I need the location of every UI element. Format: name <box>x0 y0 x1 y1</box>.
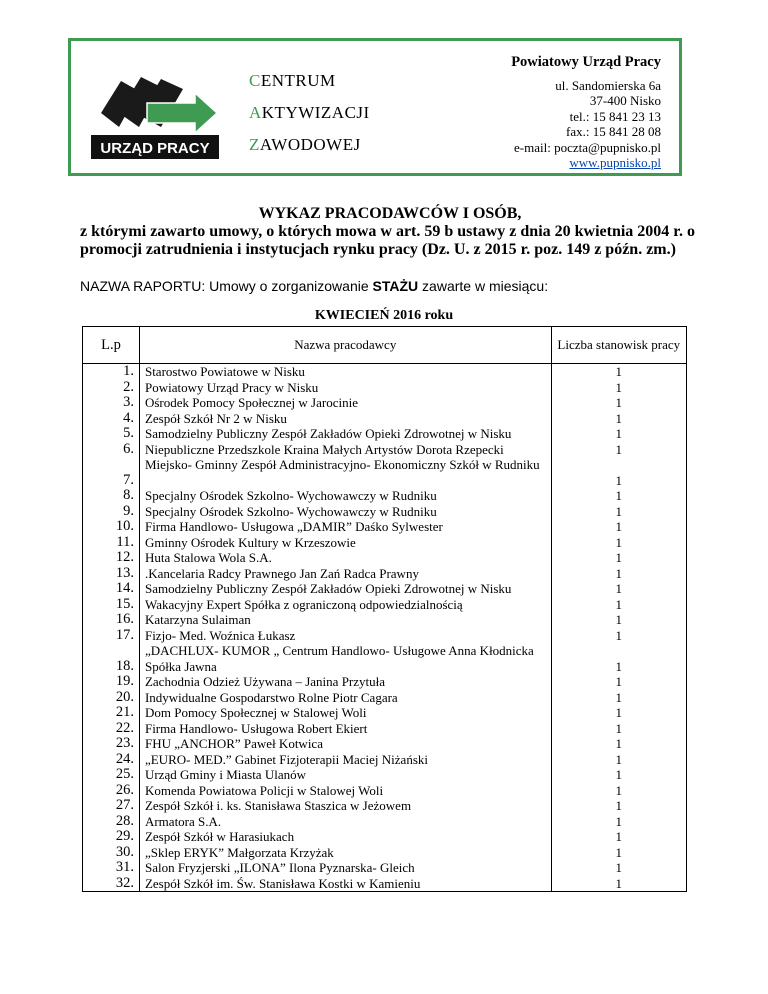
row-lp: 30. <box>83 845 140 861</box>
row-employer-name: „EURO- MED.” Gabinet Fizjoterapii Maciej Niżański <box>139 752 551 768</box>
table-header-row <box>83 327 687 364</box>
row-lp: 26. <box>83 783 140 799</box>
logo-text: URZĄD PRACY <box>100 140 210 157</box>
row-position-count: 1 <box>551 519 686 535</box>
row-lp: 7. <box>83 457 140 488</box>
row-position-count: 1 <box>551 783 686 799</box>
caz-line-3 <box>249 129 370 161</box>
row-position-count: 1 <box>551 457 686 488</box>
row-employer-name: .Kancelaria Radcy Prawnego Jan Zań Radca Prawny <box>139 566 551 582</box>
row-employer-name: Zespół Szkół w Harasiukach <box>139 829 551 845</box>
table-row <box>83 395 687 411</box>
row-employer-name: „DACHLUX- KUMOR „ Centrum Handlowo- Usługowe Anna Kłodnicka Spółka Jawna <box>139 643 551 674</box>
table-row <box>83 426 687 442</box>
report-name <box>80 278 548 294</box>
header-employer-name: Nazwa pracodawcy <box>139 327 551 364</box>
header-position-count: Liczba stanowisk pracy <box>551 327 686 364</box>
row-lp: 24. <box>83 752 140 768</box>
row-position-count: 1 <box>551 488 686 504</box>
table-row <box>83 519 687 535</box>
row-lp: 5. <box>83 426 140 442</box>
office-phone: tel.: 15 841 23 13 <box>569 108 661 124</box>
row-employer-name: Niepubliczne Przedszkole Kraina Małych Artystów Dorota Rzepecki <box>139 442 551 458</box>
row-lp: 18. <box>83 643 140 674</box>
row-lp: 15. <box>83 597 140 613</box>
row-employer-name: Urząd Gminy i Miasta Ulanów <box>139 767 551 783</box>
row-lp: 2. <box>83 380 140 396</box>
caz-line-1 <box>249 65 370 97</box>
row-employer-name: Salon Fryzjerski „ILONA” Ilona Pyznarska- Gleich <box>139 860 551 876</box>
office-email: e-mail: poczta@pupnisko.pl <box>514 139 661 155</box>
row-lp: 3. <box>83 395 140 411</box>
office-fax: fax.: 15 841 28 08 <box>566 124 661 139</box>
row-lp: 4. <box>83 411 140 427</box>
row-employer-name: Starostwo Powiatowe w Nisku <box>139 364 551 380</box>
row-position-count: 1 <box>551 860 686 876</box>
table-row <box>83 457 687 488</box>
row-employer-name: „Sklep ERYK” Małgorzata Krzyżak <box>139 845 551 861</box>
office-address: ul. Sandomierska 6a <box>555 77 661 93</box>
row-position-count: 1 <box>551 643 686 674</box>
table-body <box>83 364 687 892</box>
row-position-count: 1 <box>551 628 686 644</box>
report-type: STAŻU <box>372 278 419 294</box>
table-row <box>83 736 687 752</box>
table-row <box>83 705 687 721</box>
office-website-link[interactable]: www.pupnisko.pl <box>569 155 661 170</box>
row-employer-name: FHU „ANCHOR” Paweł Kotwica <box>139 736 551 752</box>
row-position-count: 1 <box>551 364 686 380</box>
employers-table <box>82 326 687 892</box>
row-position-count: 1 <box>551 612 686 628</box>
row-employer-name: Zachodnia Odzież Używana – Janina Przytuła <box>139 674 551 690</box>
caz-initial-3: Z <box>249 135 260 154</box>
table-row <box>83 643 687 674</box>
table-row <box>83 860 687 876</box>
row-lp: 10. <box>83 519 140 535</box>
row-lp: 31. <box>83 860 140 876</box>
row-employer-name: Dom Pomocy Społecznej w Stalowej Woli <box>139 705 551 721</box>
row-position-count: 1 <box>551 876 686 892</box>
row-employer-name: Ośrodek Pomocy Społecznej w Jarocinie <box>139 395 551 411</box>
table-row <box>83 752 687 768</box>
row-position-count: 1 <box>551 380 686 396</box>
row-lp: 19. <box>83 674 140 690</box>
row-employer-name: Specjalny Ośrodek Szkolno- Wychowawczy w Rudniku <box>139 488 551 504</box>
row-position-count: 1 <box>551 767 686 783</box>
row-employer-name: Firma Handlowo- Usługowa Robert Ekiert <box>139 721 551 737</box>
centrum-aktywizacji-name <box>249 65 370 161</box>
row-employer-name: Huta Stalowa Wola S.A. <box>139 550 551 566</box>
table-row <box>83 380 687 396</box>
row-position-count: 1 <box>551 705 686 721</box>
row-position-count: 1 <box>551 426 686 442</box>
row-position-count: 1 <box>551 442 686 458</box>
row-lp: 32. <box>83 876 140 892</box>
row-position-count: 1 <box>551 535 686 551</box>
table-row <box>83 814 687 830</box>
row-position-count: 1 <box>551 721 686 737</box>
row-position-count: 1 <box>551 674 686 690</box>
row-lp: 9. <box>83 504 140 520</box>
table-row <box>83 798 687 814</box>
table-row <box>83 442 687 458</box>
row-employer-name: Firma Handlowo- Usługowa „DAMIR” Daśko Sylwester <box>139 519 551 535</box>
office-name: Powiatowy Urząd Pracy <box>511 54 661 70</box>
caz-initial-2: A <box>249 103 262 122</box>
row-employer-name: Indywidualne Gospodarstwo Rolne Piotr Cagara <box>139 690 551 706</box>
caz-rest-1: ENTRUM <box>260 71 336 90</box>
row-lp: 25. <box>83 767 140 783</box>
caz-line-2 <box>249 97 370 129</box>
row-lp: 14. <box>83 581 140 597</box>
table-row <box>83 550 687 566</box>
row-position-count: 1 <box>551 566 686 582</box>
row-employer-name: Wakacyjny Expert Spółka z ograniczoną odpowiedzialnością <box>139 597 551 613</box>
caz-rest-2: KTYWIZACJI <box>261 103 370 122</box>
table-row <box>83 690 687 706</box>
row-employer-name: Miejsko- Gminny Zespół Administracyjno- Ekonomiczny Szkół w Rudniku <box>139 457 551 488</box>
caz-initial-1: C <box>249 71 261 90</box>
row-lp: 11. <box>83 535 140 551</box>
row-employer-name: Specjalny Ośrodek Szkolno- Wychowawczy w Rudniku <box>139 504 551 520</box>
letterhead <box>68 38 682 176</box>
row-employer-name: Powiatowy Urząd Pracy w Nisku <box>139 380 551 396</box>
table-row <box>83 364 687 380</box>
row-position-count: 1 <box>551 597 686 613</box>
table-row <box>83 535 687 551</box>
row-position-count: 1 <box>551 395 686 411</box>
row-position-count: 1 <box>551 752 686 768</box>
row-lp: 16. <box>83 612 140 628</box>
row-employer-name: Zespół Szkół Nr 2 w Nisku <box>139 411 551 427</box>
table-row <box>83 488 687 504</box>
caz-rest-3: AWODOWEJ <box>259 135 361 154</box>
table-row <box>83 581 687 597</box>
row-employer-name: Katarzyna Sulaiman <box>139 612 551 628</box>
row-position-count: 1 <box>551 411 686 427</box>
row-lp: 21. <box>83 705 140 721</box>
row-position-count: 1 <box>551 814 686 830</box>
row-employer-name: Samodzielny Publiczny Zespół Zakładów Opieki Zdrowotnej w Nisku <box>139 426 551 442</box>
table-row <box>83 504 687 520</box>
title-body: z którymi zawarto umowy, o których mowa w art. 59 b ustawy z dnia 20 kwietnia 2004 r. o promocji zatrudnienia i instytucjach rynku pracy (Dz. U. z 2015 r. poz. 149 z późn. zm.) <box>80 223 695 258</box>
row-lp: 28. <box>83 814 140 830</box>
report-prefix: NAZWA RAPORTU: Umowy o zorganizowanie <box>80 278 373 294</box>
row-position-count: 1 <box>551 829 686 845</box>
row-lp: 17. <box>83 628 140 644</box>
table-row <box>83 767 687 783</box>
row-lp: 12. <box>83 550 140 566</box>
office-city: 37-400 Nisko <box>589 93 661 108</box>
row-lp: 27. <box>83 798 140 814</box>
row-position-count: 1 <box>551 845 686 861</box>
report-month: KWIECIEŃ 2016 roku <box>314 308 454 323</box>
table-row <box>83 612 687 628</box>
row-employer-name: Samodzielny Publiczny Zespół Zakładów Opieki Zdrowotnej w Nisku <box>139 581 551 597</box>
row-employer-name: Komenda Powiatowa Policji w Stalowej Woli <box>139 783 551 799</box>
urzad-pracy-logo <box>91 69 221 161</box>
row-employer-name: Fizjo- Med. Woźnica Łukasz <box>139 628 551 644</box>
row-lp: 20. <box>83 690 140 706</box>
title-heading: WYKAZ PRACODAWCÓW I OSÓB, <box>258 205 522 222</box>
row-lp: 13. <box>83 566 140 582</box>
row-employer-name: Zespół Szkół im. Św. Stanisława Kostki w Kamieniu <box>139 876 551 892</box>
row-position-count: 1 <box>551 581 686 597</box>
row-lp: 6. <box>83 442 140 458</box>
header-lp: L.p <box>83 327 140 364</box>
row-employer-name: Gminny Ośrodek Kultury w Krzeszowie <box>139 535 551 551</box>
row-lp: 29. <box>83 829 140 845</box>
table-row <box>83 845 687 861</box>
table-row <box>83 829 687 845</box>
row-position-count: 1 <box>551 690 686 706</box>
row-position-count: 1 <box>551 504 686 520</box>
row-lp: 23. <box>83 736 140 752</box>
table-row <box>83 876 687 892</box>
document-title <box>80 205 700 259</box>
table-row <box>83 597 687 613</box>
row-position-count: 1 <box>551 798 686 814</box>
row-position-count: 1 <box>551 550 686 566</box>
table-row <box>83 411 687 427</box>
row-lp: 1. <box>83 364 140 380</box>
row-employer-name: Zespół Szkół i. ks. Stanisława Staszica w Jeżowem <box>139 798 551 814</box>
table-row <box>83 721 687 737</box>
table-row <box>83 783 687 799</box>
row-lp: 22. <box>83 721 140 737</box>
table-row <box>83 628 687 644</box>
row-lp: 8. <box>83 488 140 504</box>
row-employer-name: Armatora S.A. <box>139 814 551 830</box>
table-row <box>83 674 687 690</box>
row-position-count: 1 <box>551 736 686 752</box>
table-row <box>83 566 687 582</box>
office-contact <box>511 55 661 171</box>
report-suffix: zawarte w miesiącu: <box>418 278 549 294</box>
